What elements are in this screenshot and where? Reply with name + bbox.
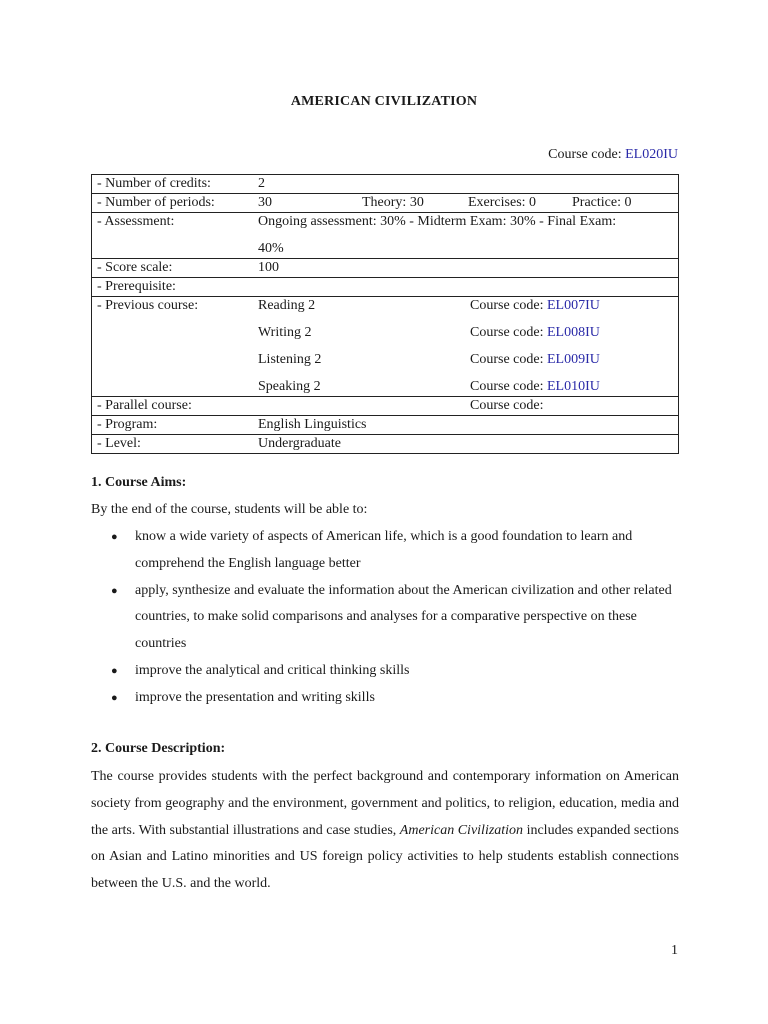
assessment-line: 40% [258, 241, 284, 256]
course-aims-heading: 1. Course Aims: [91, 475, 187, 490]
assessment-line: Ongoing assessment: 30% - Midterm Exam: 30% - Final Exam: [258, 214, 617, 229]
course-code-value: EL010IU [546, 379, 600, 394]
assessment-cell [253, 213, 679, 259]
program-value: English Linguistics [253, 416, 679, 435]
aim-text: improve the presentation and writing skills [135, 689, 375, 705]
previous-course-item [258, 378, 678, 396]
table-row [92, 297, 679, 397]
table-row [92, 194, 679, 213]
credits-label: - Number of credits: [92, 175, 254, 194]
previous-course-name: Speaking 2 [258, 379, 321, 394]
previous-course-code [470, 378, 600, 396]
previous-course-code [470, 324, 600, 351]
bullet-icon: ● [111, 584, 118, 597]
score-label: - Score scale: [92, 259, 254, 278]
course-code-label: Course code: [548, 147, 626, 162]
description-text-part: includes expanded sections on Asian and Latino minorities and US foreign policy activities to help students establish connections between the U.S. and the world. [91, 822, 679, 892]
level-value: Undergraduate [253, 435, 679, 454]
score-value: 100 [253, 259, 679, 278]
parallel-course-code-label: Course code: [470, 398, 544, 413]
program-label: - Program: [92, 416, 254, 435]
course-code-label: Course code: [470, 325, 547, 340]
previous-course-label: - Previous course: [92, 297, 254, 397]
previous-course-name: Reading 2 [258, 298, 316, 313]
periods-label: - Number of periods: [92, 194, 254, 213]
course-description-heading: 2. Course Description: [91, 741, 226, 756]
parallel-course-label: - Parallel course: [92, 397, 254, 416]
aim-text: improve the analytical and critical thinking skills [135, 662, 410, 678]
credits-value: 2 [253, 175, 679, 194]
practice-periods: Practice: 0 [572, 195, 632, 210]
course-code-value: EL020IU [625, 147, 678, 162]
table-row [92, 278, 679, 297]
table-row [92, 175, 679, 194]
parallel-course-cell [253, 397, 679, 416]
assessment-label: - Assessment: [92, 213, 254, 259]
periods-value: 30 [258, 195, 272, 210]
prerequisite-label: - Prerequisite: [92, 278, 254, 297]
course-code-value: EL007IU [546, 298, 600, 313]
previous-course-code [470, 351, 600, 378]
course-aims-intro: By the end of the course, students will be able to: [91, 502, 368, 517]
course-code-value: EL009IU [546, 352, 600, 367]
description-text-part: The course provides students with the perfect background and contemporary information on American society from geography and the environment, government and politics, to religion, education, media and the arts. With substantial illustrations and case studies, [91, 769, 679, 838]
list-item [91, 685, 679, 712]
prerequisite-value [253, 278, 679, 297]
table-row [92, 397, 679, 416]
course-code-label: Course code: [470, 298, 547, 313]
table-row [92, 416, 679, 435]
previous-course-item [258, 324, 678, 351]
previous-course-item [258, 297, 678, 324]
course-info-table [91, 174, 679, 454]
page-number: 1 [671, 943, 678, 958]
theory-periods: Theory: 30 [362, 195, 424, 210]
previous-course-cell [253, 297, 679, 397]
table-row [92, 213, 679, 259]
bullet-icon: ● [111, 664, 118, 677]
bullet-icon: ● [111, 531, 118, 543]
previous-course-name: Writing 2 [258, 325, 312, 340]
list-item [91, 578, 679, 658]
bullet-icon: ● [111, 691, 118, 704]
course-code-value: EL008IU [546, 325, 600, 340]
previous-course-item [258, 351, 678, 378]
page-title: AMERICAN CIVILIZATION [290, 94, 478, 109]
list-item [91, 524, 679, 578]
course-code-label: Course code: [470, 352, 547, 367]
previous-course-name: Listening 2 [258, 352, 322, 367]
book-title: American Civilization [399, 822, 524, 838]
aim-text: apply, synthesize and evaluate the information about the American civilization and other related countries, to make solid comparisons and analyses for a comparative perspective on these countries [135, 582, 672, 652]
level-label: - Level: [92, 435, 254, 454]
previous-course-code [470, 297, 600, 324]
course-description-text [91, 764, 679, 898]
periods-cell [253, 194, 679, 213]
exercise-periods: Exercises: 0 [468, 195, 537, 210]
list-item [91, 658, 679, 685]
course-aims-list [91, 524, 679, 712]
aim-text: know a wide variety of aspects of American life, which is a good foundation to learn and comprehend the English language better [135, 529, 633, 571]
table-row [92, 435, 679, 454]
course-code-label: Course code: [470, 379, 547, 394]
course-code-line [548, 147, 678, 163]
table-row [92, 259, 679, 278]
